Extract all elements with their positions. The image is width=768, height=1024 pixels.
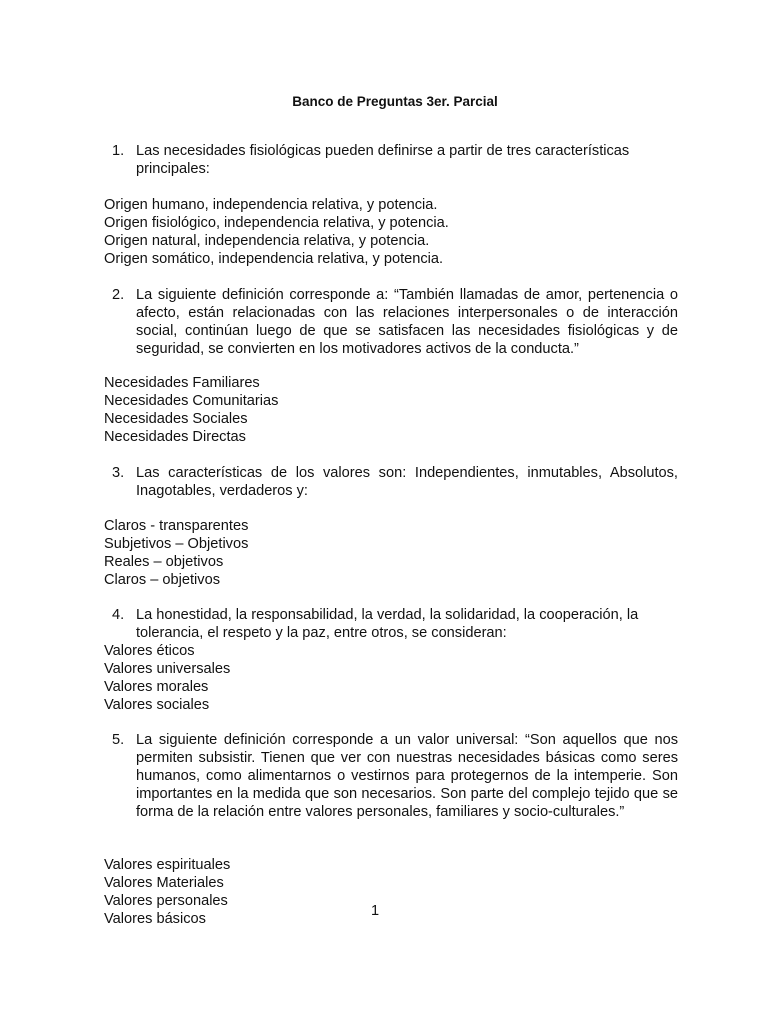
option-b: Valores universales [104,661,231,677]
question-4-options [104,642,504,714]
option-b: Subjetivos – Objetivos [104,536,249,552]
question-2 [104,286,678,358]
question-text: La honestidad, la responsabilidad, la verdad, la solidaridad, la cooperación, la tolerancia, el respeto y la paz, entre otros, se consideran: [136,607,639,641]
document-title: Banco de Preguntas 3er. Parcial [292,94,498,109]
option-b: Necesidades Comunitarias [104,393,279,409]
question-number: 3. [112,465,125,481]
option-d: Origen somático, independencia relativa, y potencia. [104,251,444,267]
option-a: Valores espirituales [104,857,231,873]
option-c: Valores morales [104,679,209,695]
option-d: Valores básicos [104,911,206,927]
question-2-options [104,374,504,446]
question-5 [104,731,678,821]
option-b: Origen fisiológico, independencia relativa, y potencia. [104,215,449,231]
question-number: 1. [112,143,125,159]
question-text: Las características de los valores son: Independientes, inmutables, Absolutos, Inagotables, verdaderos y: [136,465,678,499]
question-3-options [104,517,504,589]
option-d: Claros – objetivos [104,572,220,588]
option-a: Claros - transparentes [104,518,249,534]
question-number: 2. [112,287,125,303]
question-1 [104,142,678,178]
option-c: Origen natural, independencia relativa, y potencia. [104,233,430,249]
page-number: 1 [371,903,380,919]
option-a: Valores éticos [104,643,195,659]
question-text: La siguiente definición corresponde a un valor universal: “Son aquellos que nos permiten subsistir. Tienen que ver con nuestras necesidades básicas como seres humanos, como alimentarnos o vestirnos para protegernos de la intemperie. Son importantes en la medida que son necesarios. Son parte del complejo tejido que se forma de la relación entre valores personales, familiares y socio-culturales.” [136,732,678,820]
option-c: Reales – objetivos [104,554,224,570]
question-1-options [104,196,504,268]
option-c: Valores personales [104,893,228,909]
question-number: 4. [112,607,125,623]
option-b: Valores Materiales [104,875,224,891]
question-text: Las necesidades fisiológicas pueden definirse a partir de tres características principales: [136,143,630,177]
option-d: Valores sociales [104,697,210,713]
question-4 [104,606,678,642]
question-number: 5. [112,732,125,748]
option-a: Necesidades Familiares [104,375,260,391]
option-a: Origen humano, independencia relativa, y potencia. [104,197,438,213]
question-5-options [104,856,504,928]
question-3 [104,464,678,500]
option-d: Necesidades Directas [104,429,246,445]
question-text: La siguiente definición corresponde a: “También llamadas de amor, pertenencia o afecto, están relacionadas con las relaciones interpersonales o de interacción social, continúan luego de que se satisfacen las necesidades fisiológicas y de seguridad, se convierten en los motivadores activos de la conducta.” [136,287,678,357]
option-c: Necesidades Sociales [104,411,248,427]
